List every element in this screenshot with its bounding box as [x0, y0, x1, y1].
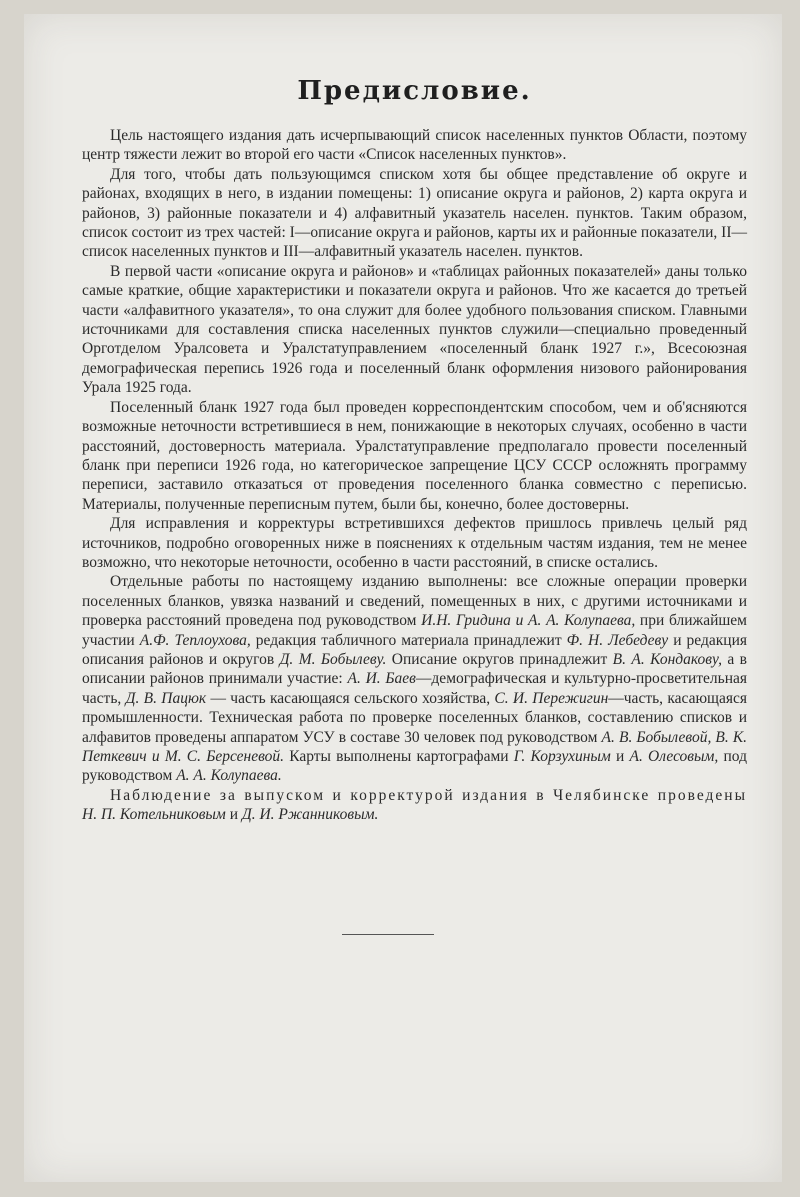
paragraph-1: Цель настоящего издания дать исчерпывающий список населенных пунктов Области, поэтому центр тяжести лежит во второй его части «Список населенных пунктов».: [82, 127, 747, 164]
paragraph-5: Для исправления и корректуры встретившихся дефектов пришлось привлечь целый ряд источников, подробно оговоренных ниже в пояснениях к отдельным частям издания, тем не менее возможно, что некоторые неточности, особенно в части расстояний, в списке остались.: [82, 515, 747, 571]
text-run: Отдельные работы по настоящему изданию выполнены: все сложные операции проверки поселенных бланков, увязка названий и сведений, помещенных в них, с другими источниками и проверка расстояний проведена под руководством: [82, 573, 747, 630]
text-run: — часть касающаяся сельского хозяйства,: [206, 689, 495, 707]
person-name: Г. Корзухиным: [513, 748, 611, 765]
text-run: и: [610, 748, 630, 765]
person-name: С. И. Пережигин: [494, 689, 609, 707]
paragraph-2: Для того, чтобы дать пользующимся списком хотя бы общее представление об округе и районах, входящих в него, в издании помещены: 1) описание округа и районов, 2) карта округа и районов, 3) районные показатели и 4) алфавитный указатель населен. пунктов. Таким образом, список состоит из трех частей: I—описание округа и районов, карты их и районные показатели, II—список населенных пунктов и III—алфавитный указатель населен. пунктов.: [82, 165, 747, 261]
person-name: Д. В. Пацюк: [125, 689, 207, 707]
text-run: —часть, касающаяся промышленности. Техническая работа по проверке поселенных бланков, составлению списков и алфавитов проведены аппаратом УСУ в составе 30 человек под руководством: [82, 689, 748, 746]
person-name: В. А. Кондакову,: [612, 650, 722, 668]
text-run: Наблюдение за выпуском и корректурой издания в Челябинске проведены: [110, 786, 747, 804]
text-run: а в описании районов принимали участие:: [82, 650, 747, 688]
paragraph-7: [82, 786, 747, 825]
text-run: Описание округов принадлежит: [386, 650, 613, 668]
person-name: А. В. Бобылевой, В. К. Петкевич и М. С. Берсеневой.: [82, 728, 748, 765]
person-name: А. И. Баев: [347, 670, 416, 688]
person-name: А. А. Колупаева.: [176, 767, 282, 785]
paragraph-6: [82, 572, 747, 785]
text-run: редакция табличного материала принадлежит: [250, 631, 567, 649]
person-name: А.Ф. Теплоухова,: [139, 631, 251, 649]
person-name: А. Олесовым,: [629, 748, 719, 765]
text-run: —демографическая и культурно-просветительная часть,: [82, 670, 747, 707]
book-page: [24, 14, 782, 1182]
person-name: Н. П. Котельниковым: [82, 806, 226, 824]
section-divider-rule: [342, 934, 434, 935]
text-run: при ближайшем участии: [82, 612, 747, 649]
person-name: Д. И. Ржанниковым.: [241, 806, 379, 824]
person-name: Д. М. Бобылеву.: [279, 650, 387, 668]
text-run: Карты выполнены картографами: [284, 748, 514, 765]
page-title: Предисловие.: [297, 76, 532, 106]
preface-text-block: [82, 76, 747, 825]
paragraph-4: Поселенный бланк 1927 года был проведен корреспондентским способом, чем и об'ясняются возможные неточности встретившиеся в нем, понижающие в некоторых случаях, особенно в части расстояний, достоверность материала. Уралстатуправление предполагало провести поселенный бланк при переписи 1926 года, но категорическое запрещение ЦСУ СССР осложнять программу переписи, заставило отказаться от проведения поселенного бланка совместно с переписью. Материалы, полученные переписным путем, были бы, конечно, более достоверны.: [82, 398, 747, 513]
paragraph-3: В первой части «описание округа и районов» и «таблицах районных показателей» даны только самые краткие, общие характеристики и показатели округа и районов. Что же касается до третьей части «алфавитного указателя», то она служит для более удобного пользования списком. Главными источниками для составления списка населенных пунктов служили—специально проведенный Орготделом Уралсовета и Уралстатуправлением «поселенный бланк 1927 г.», Всесоюзная демографическая перепись 1926 года и поселенный бланк оформления низового районирования Урала 1925 года.: [82, 262, 747, 397]
text-run: под руководством: [82, 748, 747, 785]
text-run: и: [225, 806, 242, 824]
text-run: и редакция описания районов и округов: [82, 631, 747, 668]
person-name: И.Н. Гридина и А. А. Колупаева,: [421, 612, 636, 630]
person-name: Ф. Н. Лебедеву: [566, 631, 669, 649]
